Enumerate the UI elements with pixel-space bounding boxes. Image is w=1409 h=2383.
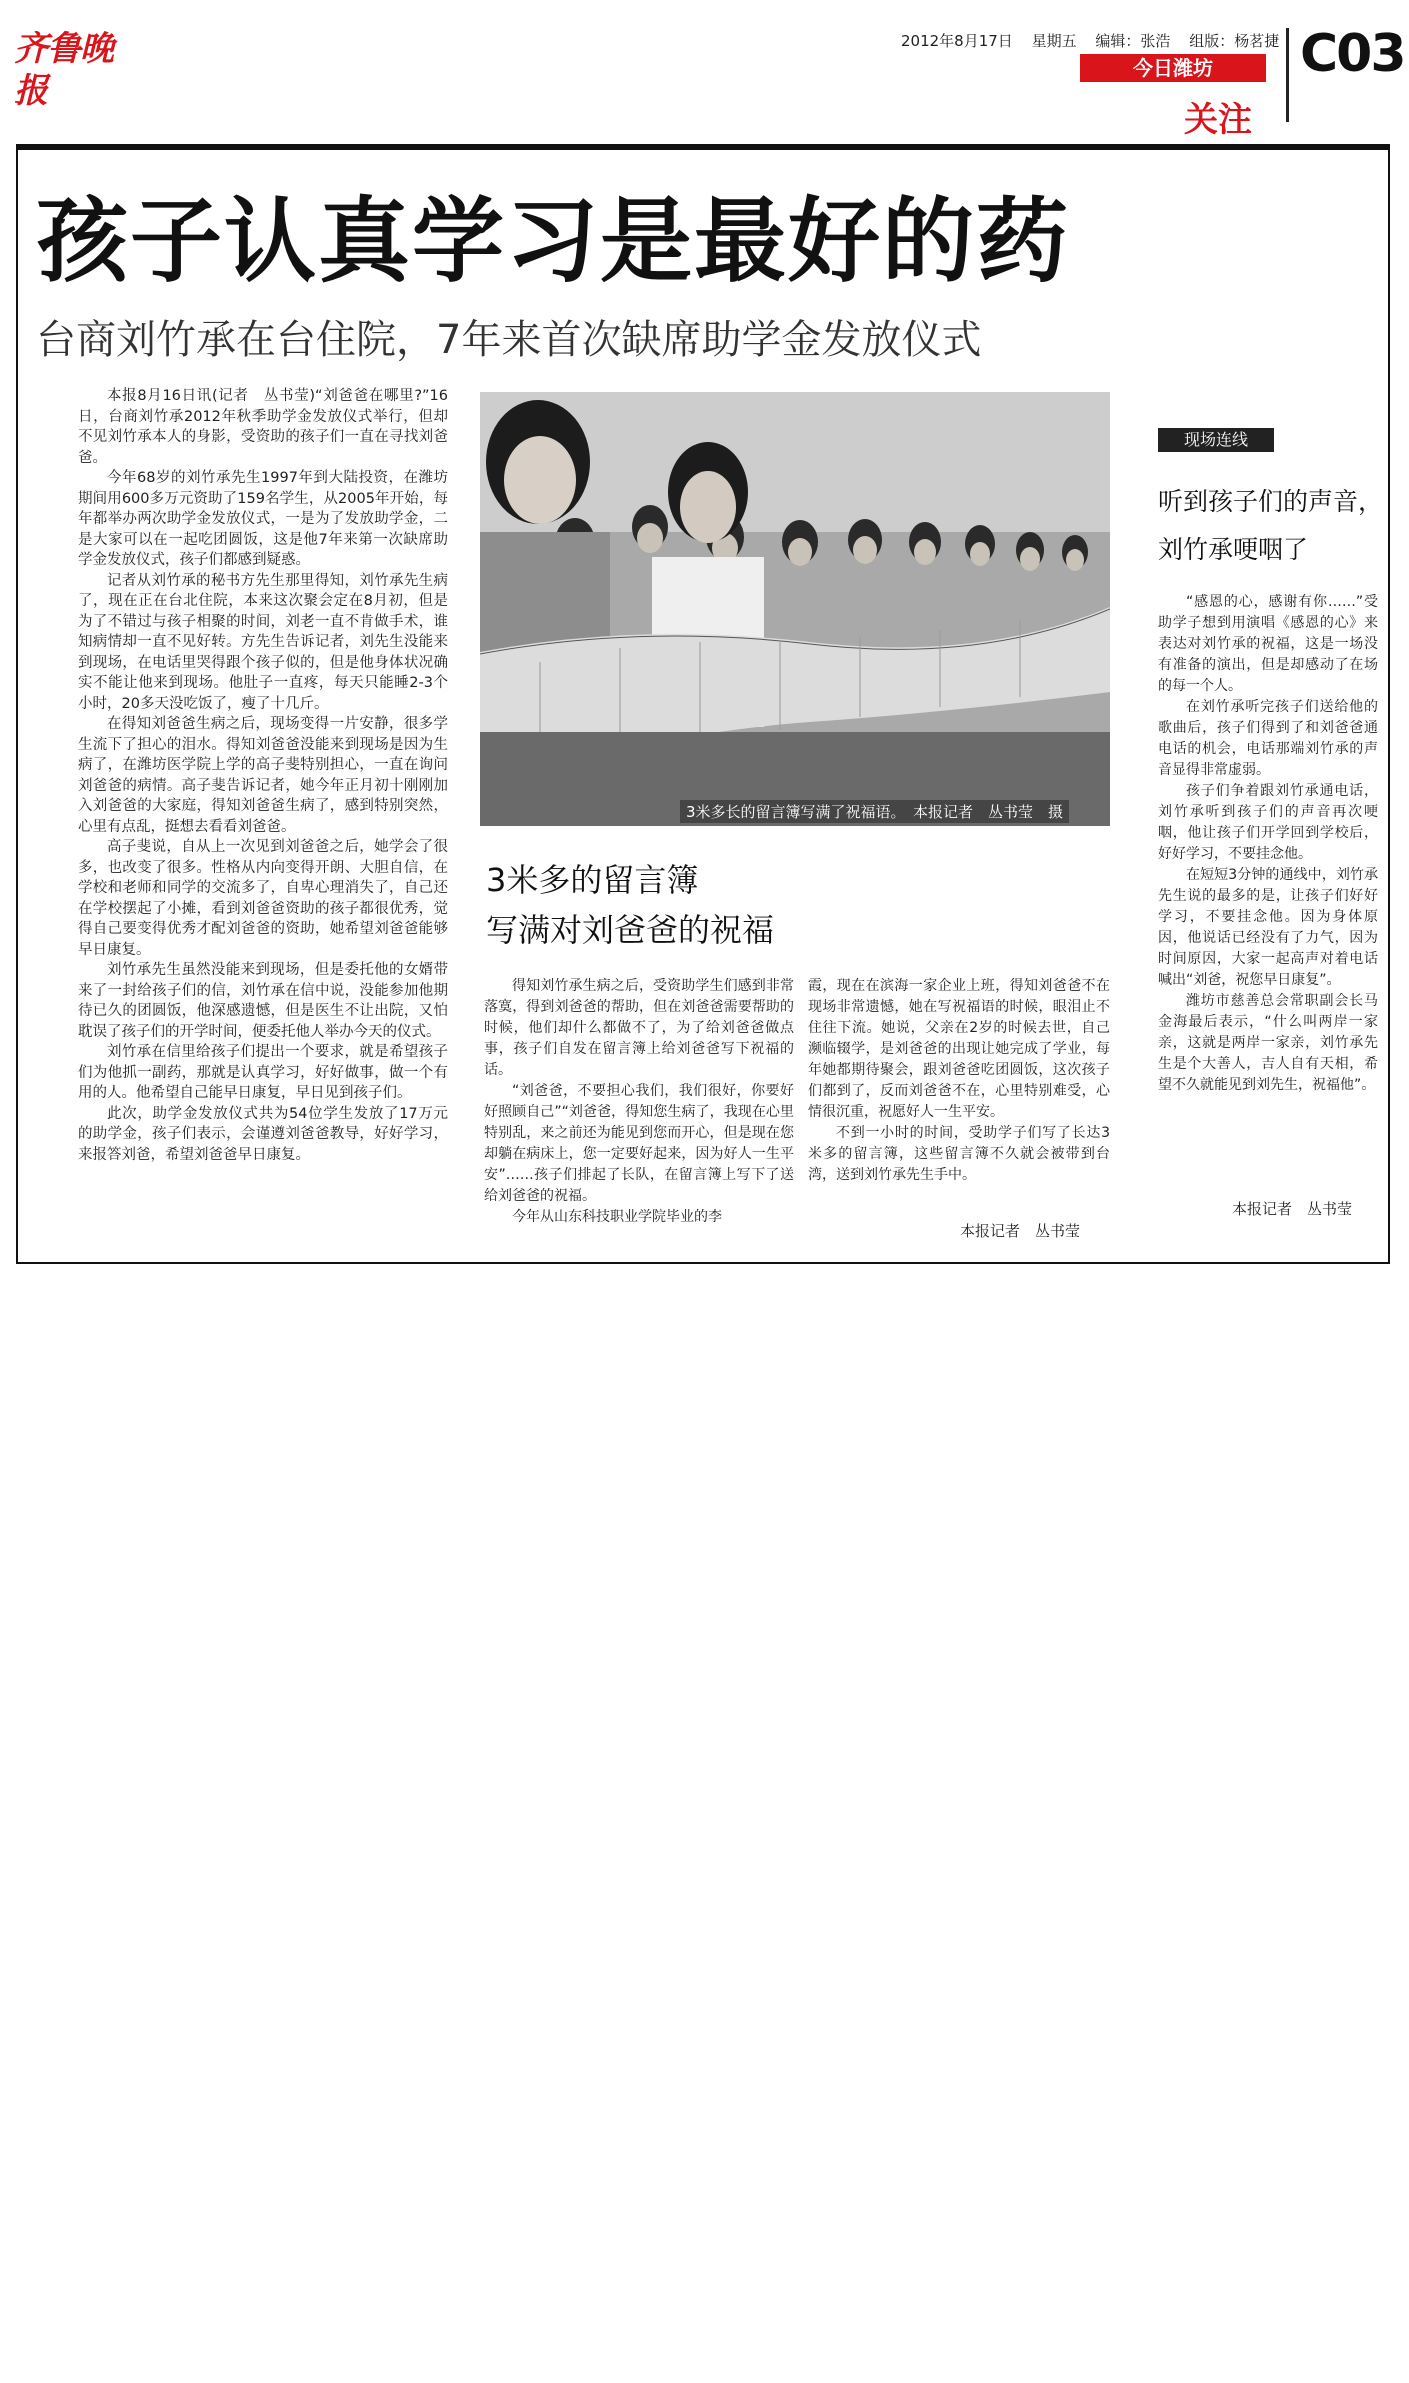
paragraph: 潍坊市慈善总会常职副会长马金海最后表示，“什么叫两岸一家亲，这就是两岸一家亲，刘竹承先生是个大善人，吉人自有天相，希望不久就能见到刘先生，祝福他”。 xyxy=(1158,993,1378,1093)
column-label: 关注 xyxy=(1184,100,1252,140)
main-story-column xyxy=(78,386,448,1165)
paragraph: 刘竹承先生虽然没能来到现场，但是委托他的女婿带来了一封给孩子们的信，刘竹承在信中说，没能参加他期待已久的团圆饭，他深感遗憾，但是医生不让出院，又怕耽误了孩子们的开学时间，便委托他人举办今天的仪式。 xyxy=(78,962,448,1040)
paragraph: 在得知刘爸爸生病之后，现场变得一片安静，很多学生流下了担心的泪水。得知刘爸爸没能来到现场是因为生病了，在潍坊医学院上学的高子斐特别担心，一直在询问刘爸爸的病情。高子斐告诉记者，她今年正月初十刚刚加入刘爸爸的大家庭，得知刘爸爸生病了，感到特别突然，心里有点乱，挺想去看看刘爸爸。 xyxy=(78,716,448,835)
photo-caption: 3米多长的留言簿写满了祝福语。 本报记者 丛书莹 摄 xyxy=(680,800,1069,823)
newspaper-logo: 齐鲁晚报 xyxy=(14,29,113,111)
paragraph: 在短短3分钟的通线中，刘竹承先生说的最多的是，让孩子们好好学习，不要挂念他。因为身体原因，他说话已经没有了力气，因为时间原因，大家一起高声对着电话喊出“刘爸，祝您早日康复”。 xyxy=(1158,867,1378,988)
paragraph: 霞，现在在滨海一家企业上班，得知刘爸爸不在现场非常遗憾，她在写祝福语的时候，眼泪止不住往下流。她说，父亲在2岁的时候去世，自己濒临辍学，是刘爸爸的出现让她完成了学业，每年她都期待聚会，跟刘爸爸吃团圆饭，这次孩子们都到了，反而刘爸爸不在，心里特别难受，心情很沉重，祝愿好人一生平安。 xyxy=(808,978,1110,1120)
masthead-divider xyxy=(1286,28,1289,122)
paragraph: 在刘竹承听完孩子们送给他的歌曲后，孩子们得到了和刘爸爸通电话的机会，电话那端刘竹承的声音显得非常虚弱。 xyxy=(1158,699,1378,778)
paragraph: 高子斐说，自从上一次见到刘爸爸之后，她学会了很多，也改变了很多。性格从内向变得开朗、大胆自信，在学校和老师和同学的交流多了，自卑心理消失了，自己还在学校摆起了小摊，看到刘爸爸资助的孩子都很优秀，觉得自己要变得优秀才配刘爸爸的资助，她希望刘爸爸能够早日康复。 xyxy=(78,839,448,958)
subsection-title-line: 写满对刘爸爸的祝福 xyxy=(486,911,775,949)
paragraph: 今年68岁的刘竹承先生1997年到大陆投资，在潍坊期间用600多万元资助了159名学生，从2005年开始，每年都举办两次助学金发放仪式，一是为了发放助学金，二是大家可以在一起吃团圆饭，这是他7年来第一次缺席助学金发放仪式，孩子们都感到疑惑。 xyxy=(78,470,448,568)
subsection-title xyxy=(486,855,774,955)
paragraph: 今年从山东科技职业学院毕业的李 xyxy=(512,1209,722,1225)
photo-illustration xyxy=(480,392,1110,826)
sidebar-column xyxy=(1158,592,1378,1096)
paragraph: 刘竹承在信里给孩子们提出一个要求，就是希望孩子们为他抓一副药，那就是认真学习，好好做事，做一个有用的人。他希望自己能早日康复，早日见到孩子们。 xyxy=(78,1044,448,1101)
editor-credit: 编辑：张浩 xyxy=(1095,32,1171,50)
paragraph: 记者从刘竹承的秘书方先生那里得知，刘竹承先生病了，现在正在台北住院，本来这次聚会定在8月初，但是为了不错过与孩子相聚的时间，刘老一直不肯做手术，谁知病情却一直不见好转。方先生告诉记者，刘先生没能来到现场，在电话里哭得跟个孩子似的，但是他身体状况确实不能让他来到现场。他肚子一直疼，每天只能睡2-3个小时，20多天没吃饭了，瘦了十几斤。 xyxy=(78,572,448,712)
paragraph: 得知刘竹承生病之后，受资助学生们感到非常落寞，得到刘爸爸的帮助，但在刘爸爸需要帮助的时候，他们却什么都做不了，为了给刘爸爸做点事，孩子们自发在留言簿上给刘爸爸写下祝福的话。 xyxy=(484,978,794,1078)
issue-meta xyxy=(901,30,1293,51)
page-number: C03 xyxy=(1300,24,1405,84)
sidebar-title xyxy=(1158,478,1383,574)
subheadline: 台商刘竹承在台住院，7年来首次缺席助学金发放仪式 xyxy=(36,317,982,363)
sidebar-byline: 本报记者 丛书莹 xyxy=(1232,1200,1353,1218)
section-name: 今日潍坊 xyxy=(1080,54,1266,82)
byline: 本报记者 丛书莹 xyxy=(960,1222,1081,1240)
sidebar-tag: 现场连线 xyxy=(1158,428,1274,452)
headline: 孩子认真学习是最好的药 xyxy=(36,188,1071,295)
paragraph: 不到一小时的时间，受助学子们写了长达3米多的留言簿，这些留言簿不久就会被带到台湾，送到刘竹承先生手中。 xyxy=(808,1125,1110,1183)
paragraph: “感恩的心，感谢有你……”受助学子想到用演唱《感恩的心》来表达对刘竹承的祝福，这是一场没有准备的演出，但是却感动了在场的每一个人。 xyxy=(1158,594,1378,694)
issue-date: 2012年8月17日 xyxy=(901,32,1013,50)
paragraph: 此次，助学金发放仪式共为54位学生发放了17万元的助学金，孩子们表示，会谨遵刘爸爸教导，好好学习，来报答刘爸，希望刘爸爸早日康复。 xyxy=(78,1105,448,1163)
sidebar-title-line: 听到孩子们的声音， xyxy=(1158,487,1384,516)
paragraph: 本报8月16日讯(记者 丛书莹)“刘爸爸在哪里?”16日，台商刘竹承2012年秋季助学金发放仪式举行，但却不见刘竹承本人的身影，受资助的孩子们一直在寻找刘爸爸。 xyxy=(78,388,448,466)
sub-story-column-right xyxy=(808,976,1110,1186)
news-photo xyxy=(480,392,1110,826)
sidebar-title-line: 刘竹承哽咽了 xyxy=(1158,535,1309,564)
paragraph: 孩子们争着跟刘竹承通电话，刘竹承听到孩子们的声音再次哽咽，他让孩子们开学回到学校后，好好学习，不要挂念他。 xyxy=(1158,783,1378,862)
issue-weekday: 星期五 xyxy=(1031,32,1077,50)
sub-story-column-left xyxy=(484,976,794,1228)
layout-credit: 组版：杨茗捷 xyxy=(1189,32,1280,50)
paragraph: “刘爸爸，不要担心我们，我们很好，你要好好照顾自己”“刘爸爸，得知您生病了，我现在心里特别乱，来之前还为能见到您而开心，但是现在您却躺在病床上，您一定要好起来，因为好人一生平安”……孩子们排起了长队，在留言簿上写下了送给刘爸爸的祝福。 xyxy=(484,1083,794,1204)
subsection-title-line: 3米多的留言簿 xyxy=(486,861,699,899)
